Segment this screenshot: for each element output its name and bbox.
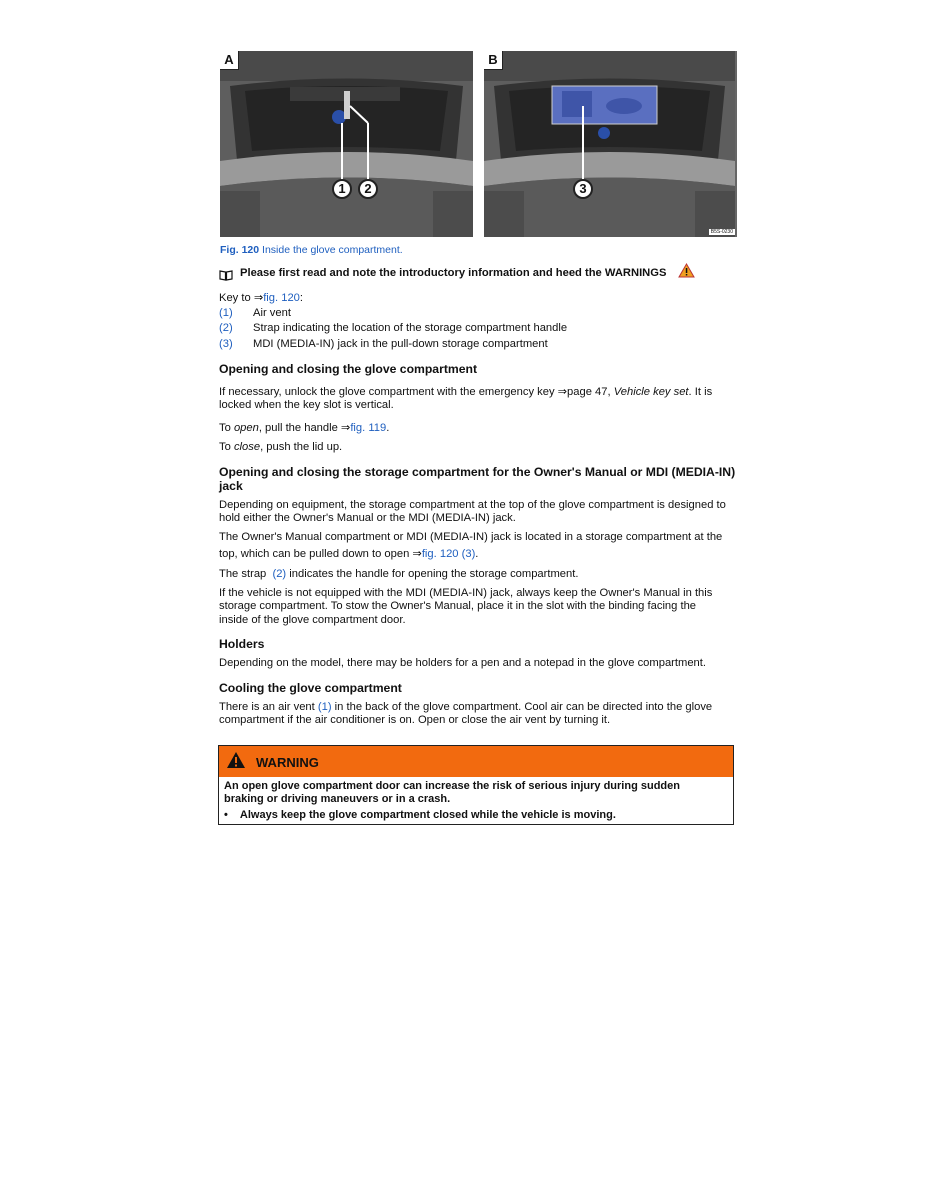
intro-text: Please first read and note the introductory information and heed the WARNINGS <box>240 267 667 279</box>
text-line: jack <box>219 479 243 493</box>
text-run: open <box>233 422 259 434</box>
panel-a-label: A <box>220 51 239 70</box>
text-line: inside of the glove compartment door. <box>219 613 406 626</box>
section2-paragraph-1 <box>219 499 739 526</box>
text-run: in the back of the glove compartment. Cool air can be directed into the glove <box>331 701 713 713</box>
key-item-label: MDI (MEDIA-IN) jack in the pull-down storage compartment <box>253 338 548 350</box>
section-heading-cooling: Cooling the glove compartment <box>219 681 402 695</box>
text-run: top, which can be pulled down to open ⇒ <box>219 548 422 561</box>
text-run: , pull the handle ⇒ <box>258 422 351 434</box>
section-heading-storage <box>219 465 739 493</box>
text-run: . <box>386 422 390 434</box>
section2-paragraph-2 <box>219 531 739 562</box>
section-heading-opening: Opening and closing the glove compartment <box>219 362 477 376</box>
text-line: Depending on equipment, the storage compartment at the top of the glove compartment is designed to <box>219 499 726 511</box>
fig-119-link[interactable]: fig. 119 <box>350 422 387 434</box>
figure-caption <box>220 244 403 256</box>
figure-panel-b <box>484 51 737 237</box>
warning-triangle-icon <box>226 751 246 774</box>
section3-paragraph-1: Depending on the model, there may be holders for a pen and a notepad in the glove compartment. <box>219 657 706 669</box>
key-label: Key to <box>219 292 254 304</box>
warning-box <box>218 745 734 825</box>
key-fig-link[interactable]: fig. 120 <box>263 292 300 304</box>
panel-b-label: B <box>484 51 503 70</box>
key-item-label: Air vent <box>253 307 291 319</box>
image-code: B5S-0230 <box>710 229 733 235</box>
text-line: If the vehicle is not equipped with the MDI (MEDIA-IN) jack, always keep the Owner's Manual in this <box>219 587 713 599</box>
warning-item-text: Always keep the glove compartment closed while the vehicle is moving. <box>239 809 616 821</box>
vehicle-key-set-ref: Vehicle key set <box>613 386 689 398</box>
text-line: storage compartment. To stow the Owner's Manual, place it in the slot with the binding facing the <box>219 600 697 613</box>
figure-caption-text: Inside the glove compartment. <box>262 244 403 256</box>
text-line: Opening and closing the storage compartment for the Owner's Manual or MDI (MEDIA-IN) <box>219 465 736 479</box>
key-item-num: (1) <box>219 307 233 319</box>
section1-paragraph-2 <box>219 422 389 435</box>
air-vent-1-link[interactable]: (1) <box>317 701 332 713</box>
text-run: To <box>219 441 234 453</box>
strap-2-link[interactable]: (2) <box>272 568 287 580</box>
warning-triangle-icon <box>678 263 695 283</box>
text-run: . It is <box>688 386 713 398</box>
text-run: . <box>475 548 479 561</box>
arrow-icon: ⇒ <box>253 292 264 304</box>
warning-list-item <box>224 809 616 822</box>
callout-2: 2 <box>358 179 378 199</box>
text-line: An open glove compartment door can increase the risk of serious injury during sudden <box>224 780 680 792</box>
key-intro <box>219 292 303 305</box>
text-run: The strap <box>219 568 273 580</box>
text-run: To <box>219 422 234 434</box>
glove-compartment-photo-b <box>484 51 735 237</box>
section4-paragraph-1 <box>219 701 739 728</box>
callout-1: 1 <box>332 179 352 199</box>
section1-paragraph-3 <box>219 441 342 454</box>
callout-3: 3 <box>573 179 593 199</box>
text-run: If necessary, unlock the glove compartment with the emergency key ⇒page 47, <box>219 386 614 398</box>
text-run: close <box>233 441 261 453</box>
text-line: locked when the key slot is vertical. <box>219 399 394 412</box>
warning-header <box>219 746 733 777</box>
text-line: hold either the Owner's Manual or the MDI (MEDIA-IN) jack. <box>219 512 516 525</box>
key-item-label: Strap indicating the location of the storage compartment handle <box>253 322 568 334</box>
warning-body <box>224 780 680 806</box>
text-run: indicates the handle for opening the storage compartment. <box>286 568 579 580</box>
text-line: braking or driving maneuvers or in a crash. <box>224 793 451 805</box>
warning-title: WARNING <box>256 755 319 770</box>
section1-paragraph-1 <box>219 386 739 413</box>
glove-compartment-photo-a <box>220 51 473 237</box>
bullet: • <box>224 809 228 821</box>
text-run: , push the lid up. <box>260 441 343 453</box>
section2-paragraph-3 <box>219 568 578 581</box>
section-heading-holders: Holders <box>219 637 265 651</box>
figure-panel-a <box>220 51 473 237</box>
text-run: There is an air vent <box>219 701 318 713</box>
key-item-num: (3) <box>219 338 233 350</box>
intro-line <box>219 266 739 282</box>
key-colon: : <box>299 292 304 304</box>
figure-number: Fig. 120 <box>220 244 260 256</box>
book-icon <box>219 268 233 286</box>
fig-120-3-link[interactable]: fig. 120 (3) <box>421 548 476 561</box>
text-line: The Owner's Manual compartment or MDI (MEDIA-IN) jack is located in a storage compartment at the <box>219 531 723 543</box>
section2-paragraph-4 <box>219 587 739 627</box>
key-item-num: (2) <box>219 322 233 334</box>
text-line: compartment if the air conditioner is on. Open or close the air vent by turning it. <box>219 714 611 727</box>
